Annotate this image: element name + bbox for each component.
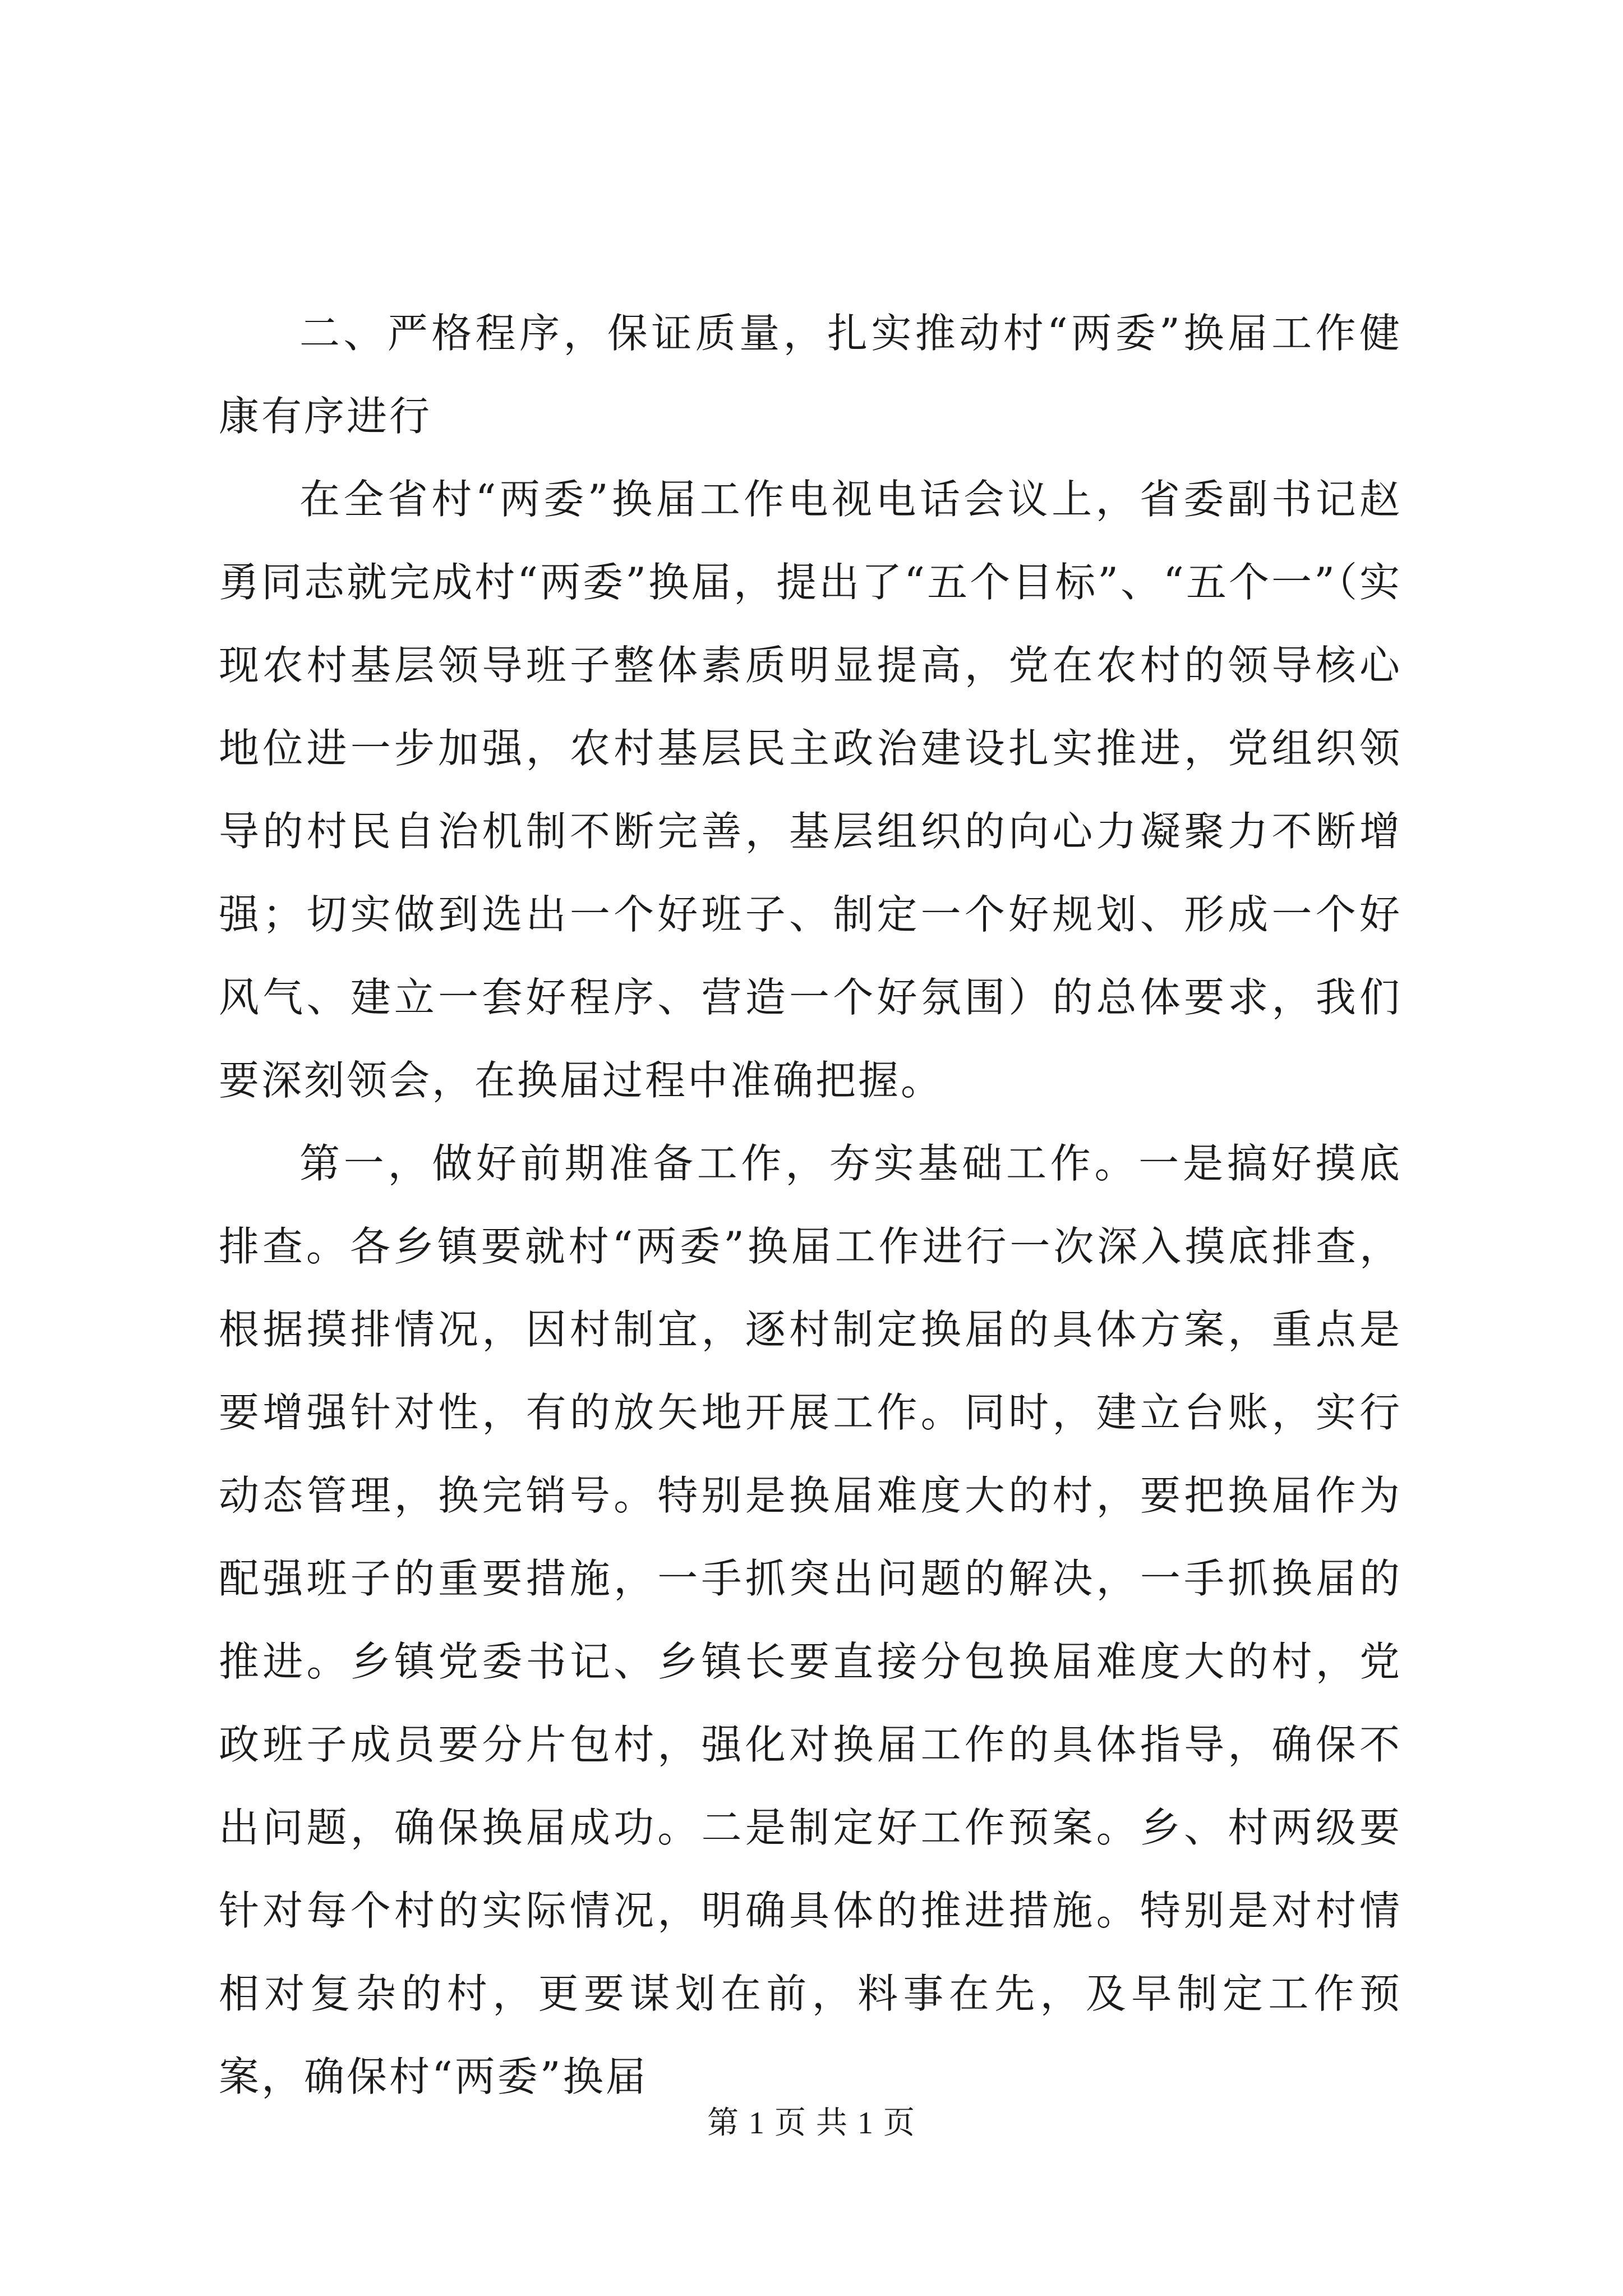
section-heading-paragraph: 二、严格程序，保证质量，扎实推动村“两委”换届工作健康有序进行 xyxy=(219,310,1402,440)
body-paragraph: 在全省村“两委”换届工作电视电话会议上，省委副书记赵勇同志就完成村“两委”换届，提出了“五个目标”、“五个一”（实现农村基层领导班子整体素质明显提高，党在农村的领导核心地位进一步加强，农村基层民主政治建设扎实推进，党组织领导的村民自治机制不断完善，基层组织的向心力凝聚力不断增强；切实做到选出一个好班子、制定一个好规划、形成一个好风气、建立一套好程序、营造一个好氛围）的总体要求，我们要深刻领会，在换届过程中准确把握。 xyxy=(219,476,1402,1104)
page-footer: 第 1 页 共 1 页 xyxy=(707,2106,916,2141)
body-paragraph: 第一，做好前期准备工作，夯实基础工作。一是搞好摸底排查。各乡镇要就村“两委”换届工作进行一次深入摸底排查，根据摸排情况，因村制宜，逐村制定换届的具体方案，重点是要增强针对性，有的放矢地开展工作。同时，建立台账，实行动态管理，换完销号。特别是换届难度大的村，要把换届作为配强班子的重要措施，一手抓突出问题的解决，一手抓换届的推进。乡镇党委书记、乡镇长要直接分包换届难度大的村，党政班子成员要分片包村，强化对换届工作的具体指导，确保不出问题，确保换届成功。二是制定好工作预案。乡、村两级要针对每个村的实际情况，明确具体的推进措施。特别是对村情相对复杂的村，更要谋划在前，料事在先，及早制定工作预案，确保村“两委”换届 xyxy=(219,1140,1402,2100)
document-body xyxy=(219,292,1402,2118)
